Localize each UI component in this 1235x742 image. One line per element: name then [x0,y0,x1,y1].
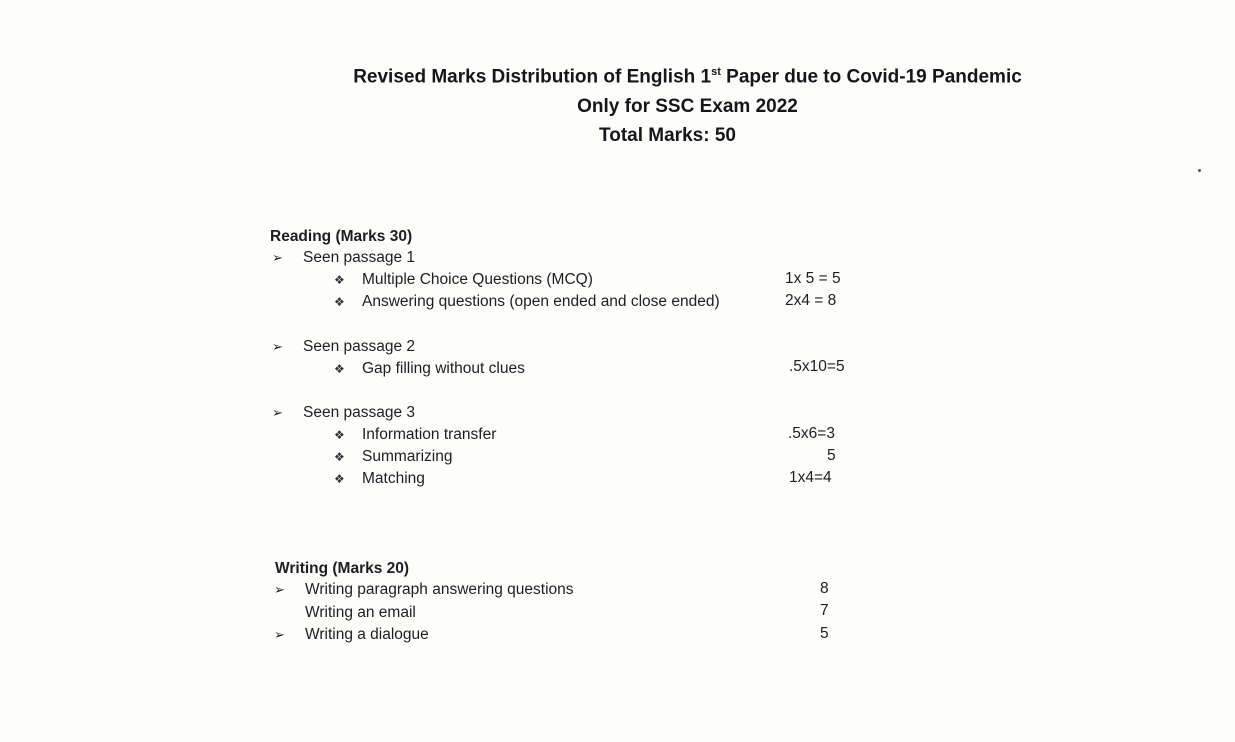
passage-3-item-3-marks: 1x4=4 [789,469,832,486]
passage-3-item-3: Matching [362,470,425,487]
passage-2-item-1: Gap filling without clues [362,360,525,377]
title-text-b: Paper due to Covid-19 Pandemic [720,66,1022,88]
passage-1-item-2-marks: 2x4 = 8 [785,292,837,309]
passage-1-item-2: Answering questions (open ended and close ended) [362,293,720,310]
title-text-a: Revised Marks Distribution of English 1 [353,66,712,88]
passage-3-label: Seen passage 3 [303,404,416,421]
diamond-bullet-icon: ❖ [334,273,345,287]
diamond-bullet-icon: ❖ [334,362,345,376]
arrow-bullet-icon: ➢ [272,339,283,354]
passage-3-item-2: Summarizing [362,448,453,465]
arrow-bullet-icon: ➢ [272,405,283,420]
passage-2-label: Seen passage 2 [303,338,416,355]
title-line-2: Only for SSC Exam 2022 [577,96,798,117]
passage-1-label: Seen passage 1 [303,249,416,266]
arrow-bullet-icon: ➢ [274,582,285,597]
passage-2-item-1-marks: .5x10=5 [789,358,845,375]
writing-item-3: Writing a dialogue [305,626,429,643]
arrow-bullet-icon: ➢ [274,627,285,642]
passage-1-item-1: Multiple Choice Questions (MCQ) [362,271,593,288]
title-superscript: st [711,66,721,78]
passage-3-item-1-marks: .5x6=3 [788,425,835,442]
passage-3-item-2-marks: 5 [827,447,836,464]
writing-heading: Writing (Marks 20) [275,560,410,577]
writing-item-3-marks: 5 [820,625,829,642]
diamond-bullet-icon: ❖ [334,472,345,486]
passage-1-item-1-marks: 1x 5 = 5 [785,270,841,287]
title-line-3: Total Marks: 50 [599,125,736,146]
writing-item-2-marks: 7 [820,602,829,619]
diamond-bullet-icon: ❖ [334,450,345,464]
diamond-bullet-icon: ❖ [334,295,345,309]
passage-3-item-1: Information transfer [362,426,497,443]
writing-item-1: Writing paragraph answering questions [305,581,574,598]
diamond-bullet-icon: ❖ [334,428,345,442]
writing-item-1-marks: 8 [820,580,829,597]
title-line-1 [0,66,1235,88]
reading-heading: Reading (Marks 30) [270,228,413,245]
scan-speck [1198,169,1201,172]
arrow-bullet-icon: ➢ [272,250,283,265]
writing-item-2: Writing an email [305,604,416,621]
